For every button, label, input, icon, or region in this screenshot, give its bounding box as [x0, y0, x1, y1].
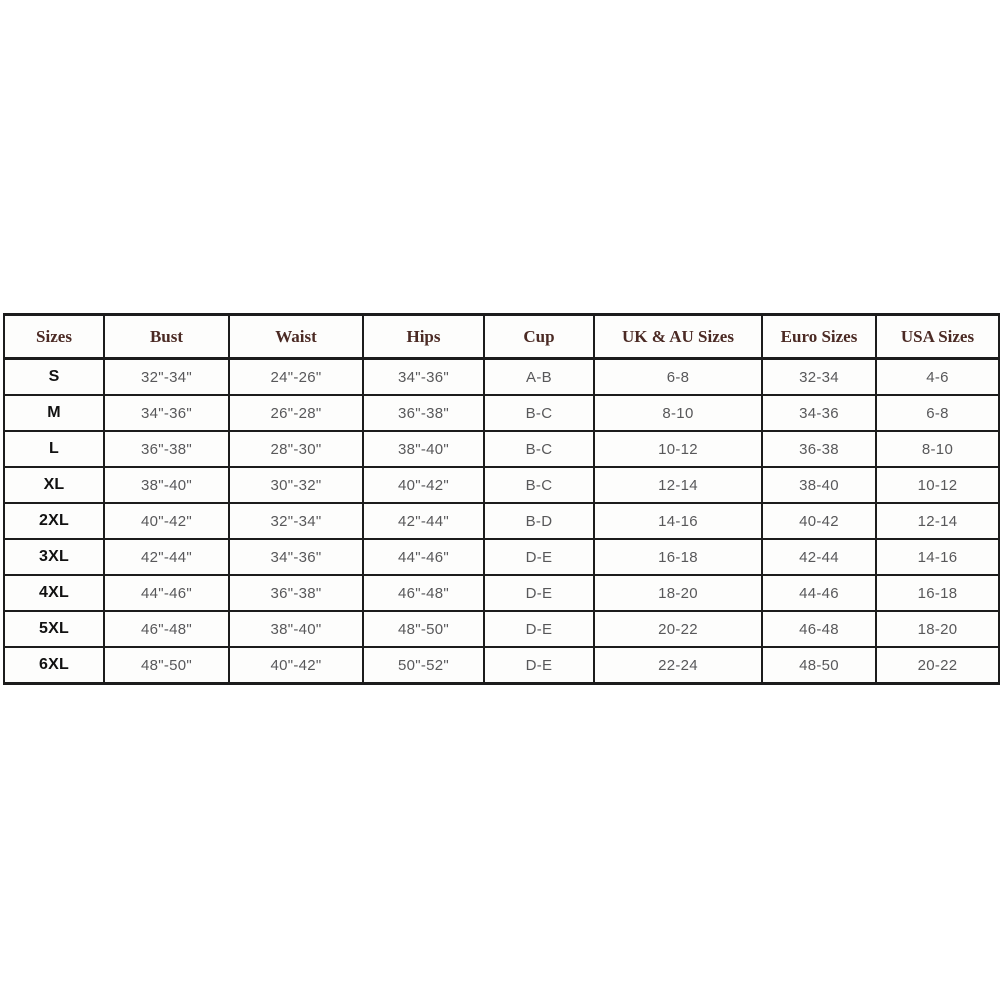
value-cell: 48"-50" [104, 647, 229, 684]
value-cell: 10-12 [594, 431, 762, 467]
value-cell: 18-20 [594, 575, 762, 611]
value-cell: 46-48 [762, 611, 876, 647]
value-cell: 6-8 [594, 359, 762, 396]
column-header: UK & AU Sizes [594, 315, 762, 359]
value-cell: 46"-48" [363, 575, 484, 611]
value-cell: B-C [484, 395, 594, 431]
table-row [4, 539, 999, 575]
value-cell: D-E [484, 647, 594, 684]
value-cell: 38"-40" [363, 431, 484, 467]
column-header: Sizes [4, 315, 104, 359]
value-cell: 42"-44" [363, 503, 484, 539]
value-cell: 8-10 [594, 395, 762, 431]
value-cell: 42"-44" [104, 539, 229, 575]
size-label-cell: XL [4, 467, 104, 503]
table-body [4, 359, 999, 684]
value-cell: 40"-42" [104, 503, 229, 539]
value-cell: 46"-48" [104, 611, 229, 647]
value-cell: 8-10 [876, 431, 999, 467]
value-cell: 38"-40" [229, 611, 363, 647]
table-row [4, 359, 999, 396]
value-cell: 10-12 [876, 467, 999, 503]
value-cell: 38-40 [762, 467, 876, 503]
column-header: Hips [363, 315, 484, 359]
value-cell: 36"-38" [229, 575, 363, 611]
value-cell: 32-34 [762, 359, 876, 396]
size-label-cell: L [4, 431, 104, 467]
table-row [4, 611, 999, 647]
table-row [4, 431, 999, 467]
value-cell: 14-16 [876, 539, 999, 575]
value-cell: 34"-36" [104, 395, 229, 431]
value-cell: 34"-36" [363, 359, 484, 396]
value-cell: D-E [484, 611, 594, 647]
value-cell: 32"-34" [104, 359, 229, 396]
value-cell: 44"-46" [104, 575, 229, 611]
column-header: Bust [104, 315, 229, 359]
value-cell: 34-36 [762, 395, 876, 431]
table-row [4, 503, 999, 539]
size-label-cell: 5XL [4, 611, 104, 647]
value-cell: D-E [484, 539, 594, 575]
size-label-cell: 4XL [4, 575, 104, 611]
value-cell: 48"-50" [363, 611, 484, 647]
column-header: Waist [229, 315, 363, 359]
size-label-cell: 3XL [4, 539, 104, 575]
column-header: Euro Sizes [762, 315, 876, 359]
value-cell: 40"-42" [363, 467, 484, 503]
value-cell: 50"-52" [363, 647, 484, 684]
size-label-cell: M [4, 395, 104, 431]
value-cell: 32"-34" [229, 503, 363, 539]
value-cell: 44-46 [762, 575, 876, 611]
value-cell: 40-42 [762, 503, 876, 539]
value-cell: 24"-26" [229, 359, 363, 396]
value-cell: 36"-38" [363, 395, 484, 431]
value-cell: 48-50 [762, 647, 876, 684]
value-cell: 12-14 [876, 503, 999, 539]
value-cell: 34"-36" [229, 539, 363, 575]
value-cell: 18-20 [876, 611, 999, 647]
value-cell: 42-44 [762, 539, 876, 575]
value-cell: A-B [484, 359, 594, 396]
value-cell: 20-22 [594, 611, 762, 647]
value-cell: 36"-38" [104, 431, 229, 467]
value-cell: 14-16 [594, 503, 762, 539]
table-row [4, 575, 999, 611]
value-cell: 36-38 [762, 431, 876, 467]
size-chart-table [3, 313, 1000, 685]
table-row [4, 467, 999, 503]
value-cell: 6-8 [876, 395, 999, 431]
size-label-cell: S [4, 359, 104, 396]
value-cell: 4-6 [876, 359, 999, 396]
value-cell: 40"-42" [229, 647, 363, 684]
value-cell: B-C [484, 431, 594, 467]
size-label-cell: 6XL [4, 647, 104, 684]
value-cell: D-E [484, 575, 594, 611]
value-cell: 16-18 [594, 539, 762, 575]
column-header: USA Sizes [876, 315, 999, 359]
size-label-cell: 2XL [4, 503, 104, 539]
value-cell: 30"-32" [229, 467, 363, 503]
value-cell: 12-14 [594, 467, 762, 503]
value-cell: 16-18 [876, 575, 999, 611]
value-cell: 44"-46" [363, 539, 484, 575]
header-row [4, 315, 999, 359]
value-cell: 26"-28" [229, 395, 363, 431]
value-cell: B-D [484, 503, 594, 539]
value-cell: 22-24 [594, 647, 762, 684]
table-row [4, 395, 999, 431]
value-cell: 38"-40" [104, 467, 229, 503]
value-cell: 28"-30" [229, 431, 363, 467]
column-header: Cup [484, 315, 594, 359]
value-cell: 20-22 [876, 647, 999, 684]
value-cell: B-C [484, 467, 594, 503]
table-row [4, 647, 999, 684]
